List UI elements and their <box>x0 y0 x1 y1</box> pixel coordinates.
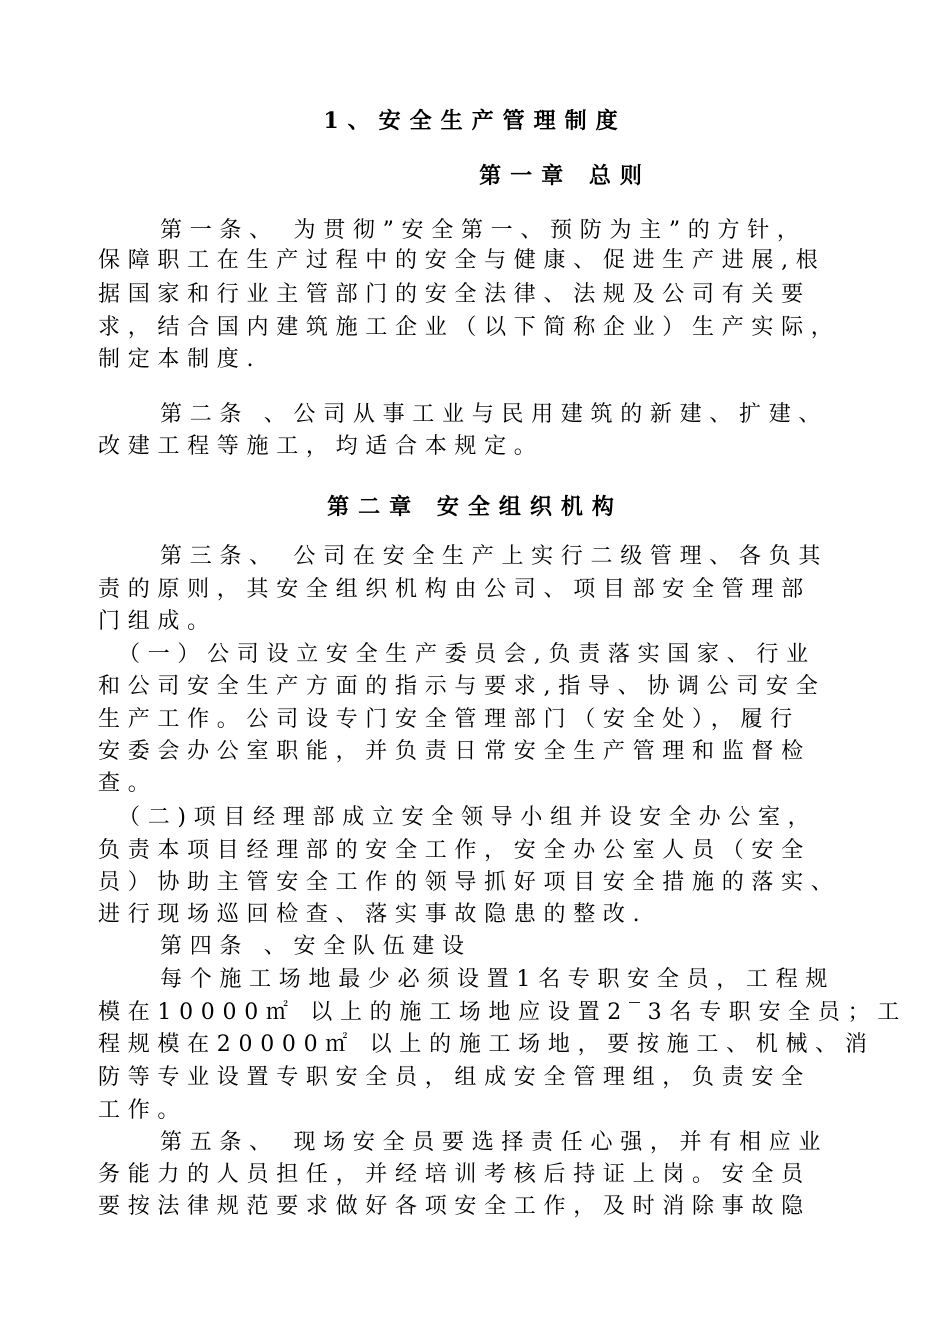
article-5-line-2: 务能力的人员担任，并经培训考核后持证上岗。安全员 <box>98 1162 811 1187</box>
article-4-line-3: 程规模在20000㎡ 以上的施工场地，要按施工、机械、消 <box>98 1032 875 1057</box>
article-1-line-1: 第一条、 为贯彻”安全第一、预防为主”的方针， <box>160 218 807 243</box>
article-1-line-4: 求，结合国内建筑施工企业（以下简称企业）生产实际， <box>98 315 841 340</box>
item-2-line-4: 进行现场巡回检查、落实事故隐患的整改. <box>98 902 648 927</box>
article-3-line-3: 门组成。 <box>98 609 217 634</box>
item-2-line-2: 负责本项目经理部的安全工作，安全办公室人员（安全 <box>98 838 811 863</box>
article-5-line-3: 要按法律规范要求做好各项安全工作，及时消除事故隐 <box>98 1194 811 1219</box>
article-2-line-2: 改建工程等施工，均适合本规定。 <box>98 434 544 459</box>
item-2-line-1: （二)项目经理部成立安全领导小组并设安全办公室， <box>118 805 818 830</box>
article-1-line-5: 制定本制度. <box>98 347 262 372</box>
article-4-line-1: 每个施工场地最少必须设置1名专职安全员，工程规 <box>160 967 836 992</box>
chapter-2-heading: 第二章 安全组织机构 <box>327 494 623 520</box>
article-4-heading: 第四条 、安全队伍建设 <box>160 934 472 959</box>
article-3-line-1: 第三条、 公司在安全生产上实行二级管理、各负其 <box>160 544 829 569</box>
item-1-line-5: 查。 <box>98 771 158 796</box>
article-4-line-5: 工作。 <box>98 1098 188 1123</box>
item-1-line-4: 安委会办公室职能，并负责日常安全生产管理和监督检 <box>98 739 811 764</box>
article-2-line-1: 第二条 、公司从事工业与民用建筑的新建、扩建、 <box>160 402 829 427</box>
article-4-line-4: 防等专业设置专职安全员，组成安全管理组，负责安全 <box>98 1065 811 1090</box>
item-1-line-2: 和公司安全生产方面的指示与要求,指导、协调公司安全 <box>98 674 826 699</box>
chapter-1-heading: 第一章 总则 <box>479 163 651 189</box>
article-4-line-2: 模在10000㎡ 以上的施工场地应设置2‾3名专职安全员；工 <box>98 1000 907 1025</box>
item-2-line-3: 员）协助主管安全工作的领导抓好项目安全措施的落实、 <box>98 870 841 895</box>
article-5-line-1: 第五条、 现场安全员要选择责任心强，并有相应业 <box>160 1130 829 1155</box>
article-3-line-2: 责的原则，其安全组织机构由公司、项目部安全管理部 <box>98 577 811 602</box>
article-1-line-2: 保障职工在生产过程中的安全与健康、促进生产进展,根 <box>98 248 826 273</box>
article-1-line-3: 据国家和行业主管部门的安全法律、法规及公司有关要 <box>98 282 811 307</box>
item-1-line-3: 生产工作。公司设专门安全管理部门（安全处），履行 <box>98 707 800 732</box>
item-1-line-1: （一）公司设立安全生产委员会,负责落实国家、行业 <box>118 642 816 667</box>
document-title: 1、安全生产管理制度 <box>323 108 627 134</box>
